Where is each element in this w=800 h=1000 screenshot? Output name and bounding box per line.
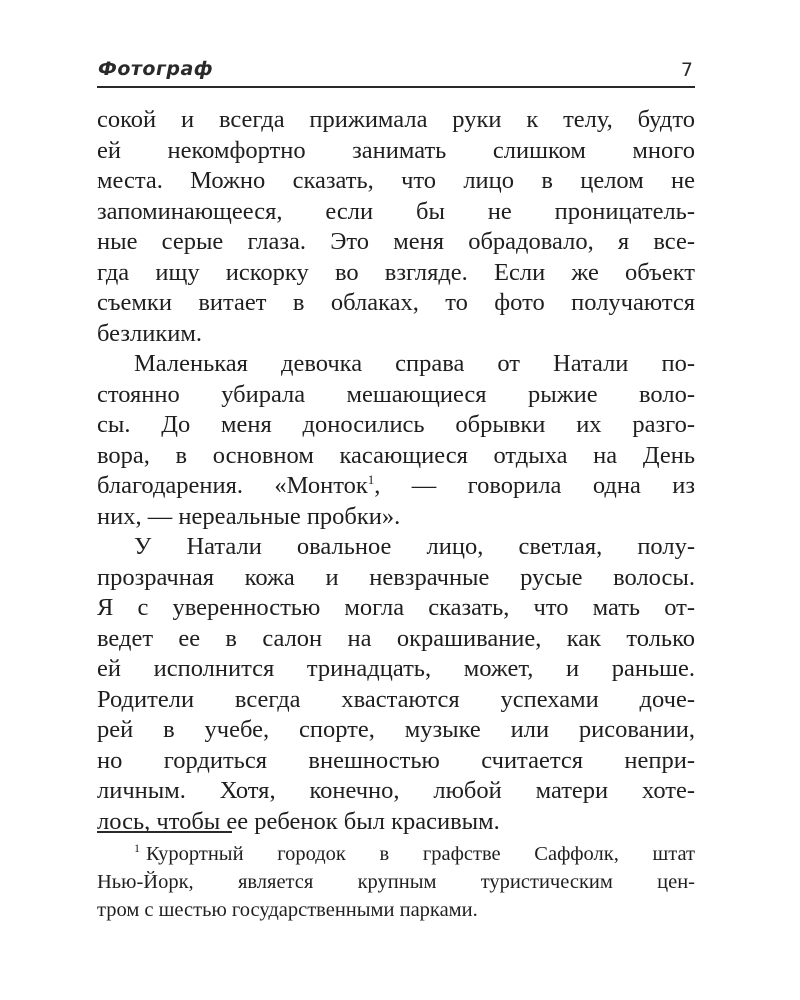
body-text [97,105,695,837]
text-line-with-footnote-ref [97,471,695,502]
running-title: Фотограф [98,58,214,80]
text-line: сокой и всегда прижимала руки к телу, будто [97,106,695,133]
text-segment: благодарения. «Монток [97,472,368,499]
text-line: ей некомфортно занимать слишком много [97,136,695,164]
book-page [97,52,695,837]
text-line: У Натали овальное лицо, светлая, полу- [134,533,695,560]
footnote-marker: 1 [134,841,140,855]
footnote-line: тром с шестью государственными парками. [97,899,478,921]
text-line: запоминающееся, если бы не проницатель- [97,197,695,225]
text-line: рей в учебе, спорте, музыке или рисовании, [97,716,695,743]
footnote-line: Нью-Йорк, является крупным туристическим цен- [97,871,695,893]
text-line: стоянно убирала мешающиеся рыжие воло- [97,380,695,408]
text-line: сы. До меня доносились обрывки их разго- [97,411,695,438]
text-line: но гордиться внешностью считается непри- [97,746,695,774]
text-line: личным. Хотя, конечно, любой матери хоте- [97,777,695,804]
running-header [97,52,695,88]
footnote-line [97,840,695,868]
text-line: безликим. [97,319,202,347]
text-line: ные серые глаза. Это меня обрадовало, я все- [97,228,695,255]
footnote [97,840,695,924]
footnote-divider [97,831,232,833]
text-line: гда ищу искорку во взгляде. Если же объект [97,258,695,286]
text-line: Родители всегда хвастаются успехами доче- [97,685,695,713]
text-line: них, — нереальные пробки». [97,502,401,530]
text-line: прозрачная кожа и невзрачные русые волосы. [97,563,695,591]
text-line: ведет ее в салон на окрашивание, как только [97,624,695,652]
footnote-text: Курортный городок в графстве Саффолк, штат [146,843,695,865]
text-line: вора, в основном касающиеся отдыха на День [97,441,695,469]
footnote-reference: 1 [367,472,375,487]
text-line: ей исполнится тринадцать, может, и раньше. [97,655,695,682]
text-segment: , — говорила одна из [374,472,695,499]
text-line: съемки витает в облаках, то фото получаются [97,289,695,316]
text-line: Маленькая девочка справа от Натали по- [134,350,695,377]
text-line: места. Можно сказать, что лицо в целом не [97,167,695,194]
page-number: 7 [680,59,693,81]
text-line: Я с уверенностью могла сказать, что мать от- [97,594,695,621]
text-line: лось, чтобы ее ребенок был красивым. [97,807,500,835]
